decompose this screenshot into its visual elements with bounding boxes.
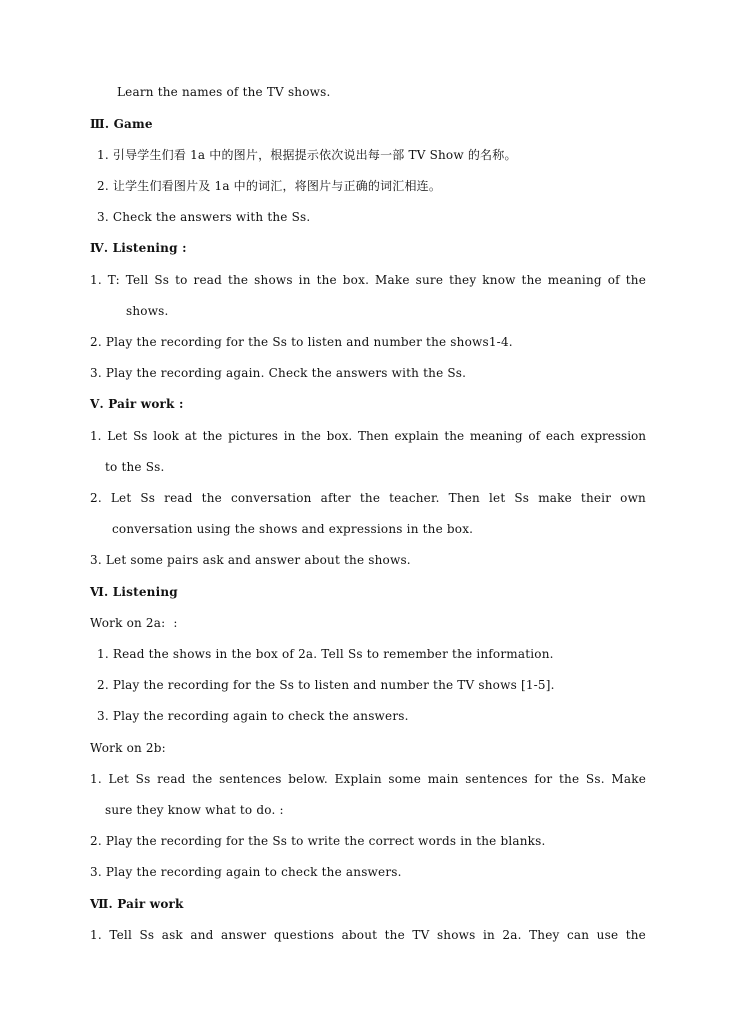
list-item: 1. T: Tell Ss to read the shows in the box. Make sure they know the meaning of the	[90, 273, 646, 287]
list-item: 1. Read the shows in the box of 2a. Tell Ss to remember the information.	[97, 647, 554, 661]
list-item: 2. Play the recording for the Ss to listen and number the TV shows [1-5].	[97, 678, 555, 692]
list-item-continuation: shows.	[126, 304, 169, 318]
list-item: 1. Let Ss read the sentences below. Explain some main sentences for the Ss. Make	[90, 772, 646, 786]
section-heading-listening-2: Ⅵ. Listening	[90, 585, 178, 599]
section-heading-game: Ⅲ. Game	[90, 117, 153, 131]
list-item: 3. Play the recording again to check the answers.	[90, 865, 402, 879]
list-item: 3. Play the recording again to check the answers.	[97, 709, 409, 723]
list-item: 3. Check the answers with the Ss.	[97, 210, 311, 224]
list-item: 1. 引导学生们看 1a 中的图片，根据提示依次说出每一部 TV Show 的名称。	[97, 148, 517, 162]
list-item: 1. Tell Ss ask and answer questions about the TV shows in 2a. They can use the	[90, 928, 646, 942]
list-item-continuation: conversation using the shows and expressions in the box.	[112, 522, 474, 536]
list-item-continuation: to the Ss.	[105, 460, 165, 474]
list-item: 2. Play the recording for the Ss to write the correct words in the blanks.	[90, 834, 546, 848]
list-item: 1. Let Ss look at the pictures in the box. Then explain the meaning of each expression	[90, 429, 646, 443]
section-heading-listening: Ⅳ. Listening :	[90, 241, 187, 255]
section-heading-pair-work: Ⅴ. Pair work :	[90, 397, 184, 411]
intro-line: Learn the names of the TV shows.	[117, 85, 331, 99]
subheading-work-on-2a: Work on 2a: :	[90, 616, 178, 630]
list-item-continuation: sure they know what to do. :	[105, 803, 284, 817]
list-item: 2. 让学生们看图片及 1a 中的词汇，将图片与正确的词汇相连。	[97, 179, 442, 193]
list-item: 2. Let Ss read the conversation after the teacher. Then let Ss make their own	[90, 491, 646, 505]
list-item: 3. Let some pairs ask and answer about the shows.	[90, 553, 411, 567]
list-item: 2. Play the recording for the Ss to listen and number the shows1-4.	[90, 335, 513, 349]
subheading-work-on-2b: Work on 2b:	[90, 741, 166, 755]
section-heading-pair-work-2: Ⅶ. Pair work	[90, 897, 184, 911]
list-item: 3. Play the recording again. Check the answers with the Ss.	[90, 366, 467, 380]
